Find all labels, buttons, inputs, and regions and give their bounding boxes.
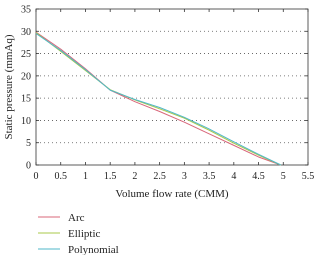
- y-tick-label: 35: [21, 4, 31, 16]
- x-tick-label: 1: [82, 171, 88, 182]
- x-tick-label: 1.5: [103, 171, 117, 182]
- x-axis-title: Volume flow rate (CMM): [115, 188, 229, 200]
- x-tick-label: 3: [181, 171, 187, 182]
- y-tick-label: 5: [26, 138, 31, 150]
- axes: [36, 9, 308, 165]
- y-tick-label: 10: [21, 115, 31, 127]
- x-tick-label: 2.5: [153, 171, 166, 182]
- legend-label-polynomial: Polynomial: [68, 244, 119, 255]
- series-line-arc: [36, 32, 281, 165]
- y-tick-label: 20: [21, 71, 31, 83]
- y-axis-title: Static pressure (mmAq): [3, 34, 15, 140]
- y-tick-label: 15: [21, 93, 31, 105]
- x-tick-label: 0.5: [54, 171, 67, 182]
- x-tick-label: 0: [33, 171, 39, 182]
- series-line-elliptic: [36, 33, 281, 165]
- legend-label-arc: Arc: [68, 212, 85, 224]
- x-tick-label: 5: [280, 171, 286, 182]
- legend-label-elliptic: Elliptic: [68, 228, 101, 240]
- x-tick-label: 5.5: [301, 171, 315, 182]
- y-tick-label: 0: [26, 160, 31, 172]
- y-tick-label: 30: [21, 26, 31, 38]
- series-lines: [36, 32, 281, 165]
- x-tick-label: 4.5: [252, 171, 265, 182]
- x-tick-label: 4: [231, 171, 237, 182]
- x-tick-label: 2: [132, 171, 138, 182]
- legend: [38, 212, 119, 255]
- grid: [36, 31, 308, 142]
- x-tick-label: 3.5: [202, 171, 216, 182]
- y-tick-label: 25: [21, 49, 31, 61]
- plot-frame: [36, 9, 308, 165]
